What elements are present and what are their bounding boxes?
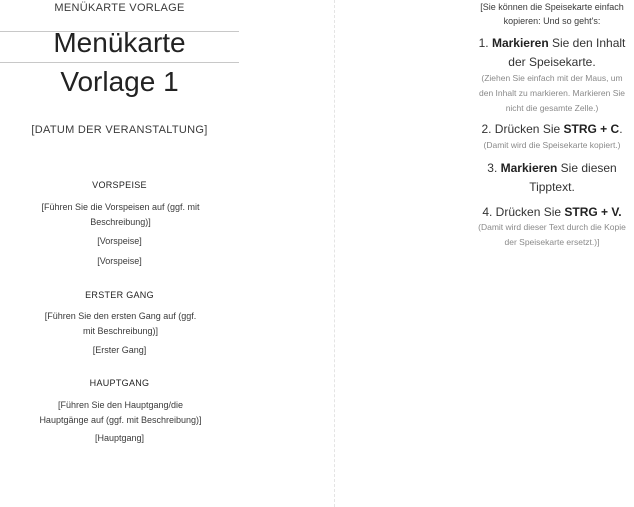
section-heading-hauptgang: HAUPTGANG	[89, 378, 150, 388]
title-middle-rule	[0, 62, 239, 63]
tip-step-3	[470, 159, 634, 197]
step3-rest: Sie diesen	[560, 161, 617, 175]
step4-note-line1: (Damit wird dieser Text durch die Kopie	[478, 222, 626, 232]
step1-note-line2: den Inhalt zu markieren. Markieren Sie	[479, 88, 625, 98]
step3-number: 3.	[487, 161, 498, 175]
step4-pre: 4. Drücken Sie	[482, 205, 562, 219]
event-date: [DATUM DER VERANSTALTUNG]	[31, 124, 208, 136]
tip-step-2-note: (Damit wird die Speisekarte kopiert.)	[483, 140, 621, 150]
tip-step-1	[470, 34, 634, 72]
step1-bold: Markieren	[491, 36, 549, 50]
section-description-erster-gang: [Führen Sie den ersten Gang auf (ggf. mit Beschreibung)]	[44, 311, 197, 336]
section-description-vorspeise: [Führen Sie die Vorspeisen auf (ggf. mit Beschreibung)]	[41, 202, 200, 227]
step1-note-line1: (Ziehen Sie einfach mit der Maus, um	[481, 73, 623, 83]
step3-bold: Markieren	[500, 161, 558, 175]
section-description-hauptgang: [Führen Sie den Hauptgang/die Hauptgänge auf (ggf. mit Beschreibung)]	[39, 400, 202, 425]
step2-post: .	[619, 122, 623, 136]
page-divider	[334, 0, 335, 507]
step1-number: 1.	[478, 36, 489, 50]
step4-bold: STRG + V.	[564, 205, 622, 219]
menu-page	[0, 0, 239, 507]
tip-step-1-note	[470, 71, 634, 116]
tips-intro	[470, 0, 634, 28]
menu-item: [Erster Gang]	[92, 345, 147, 355]
tips-intro-line1: [Sie können die Speisekarte einfach	[480, 2, 624, 12]
step2-pre: 2. Drücken Sie	[481, 122, 561, 136]
tips-intro-line2: kopieren: Und so geht's:	[503, 16, 601, 26]
step3-line2: Tipptext.	[529, 180, 575, 194]
menu-item: [Vorspeise]	[97, 256, 142, 266]
menu-item: [Vorspeise]	[97, 236, 142, 246]
step1-line2: der Speisekarte.	[508, 55, 596, 69]
section-heading-vorspeise: VORSPEISE	[92, 180, 147, 190]
step4-note-line2: der Speisekarte ersetzt.)]	[504, 237, 600, 247]
tip-step-4-note	[470, 220, 634, 250]
step1-note-line3: nicht die gesamte Zelle.)	[505, 103, 599, 113]
menu-title-line2: Vorlage 1	[60, 66, 179, 97]
menu-small-header: MENÜKARTE VORLAGE	[54, 2, 185, 14]
menu-item: [Hauptgang]	[94, 433, 145, 443]
step1-rest: Sie den Inhalt	[552, 36, 626, 50]
menu-title-line1: Menükarte	[53, 27, 186, 58]
tip-step-2	[470, 120, 634, 139]
section-heading-erster-gang: ERSTER GANG	[85, 290, 154, 300]
tips-panel	[470, 0, 634, 507]
step2-bold: STRG + C	[563, 122, 620, 136]
